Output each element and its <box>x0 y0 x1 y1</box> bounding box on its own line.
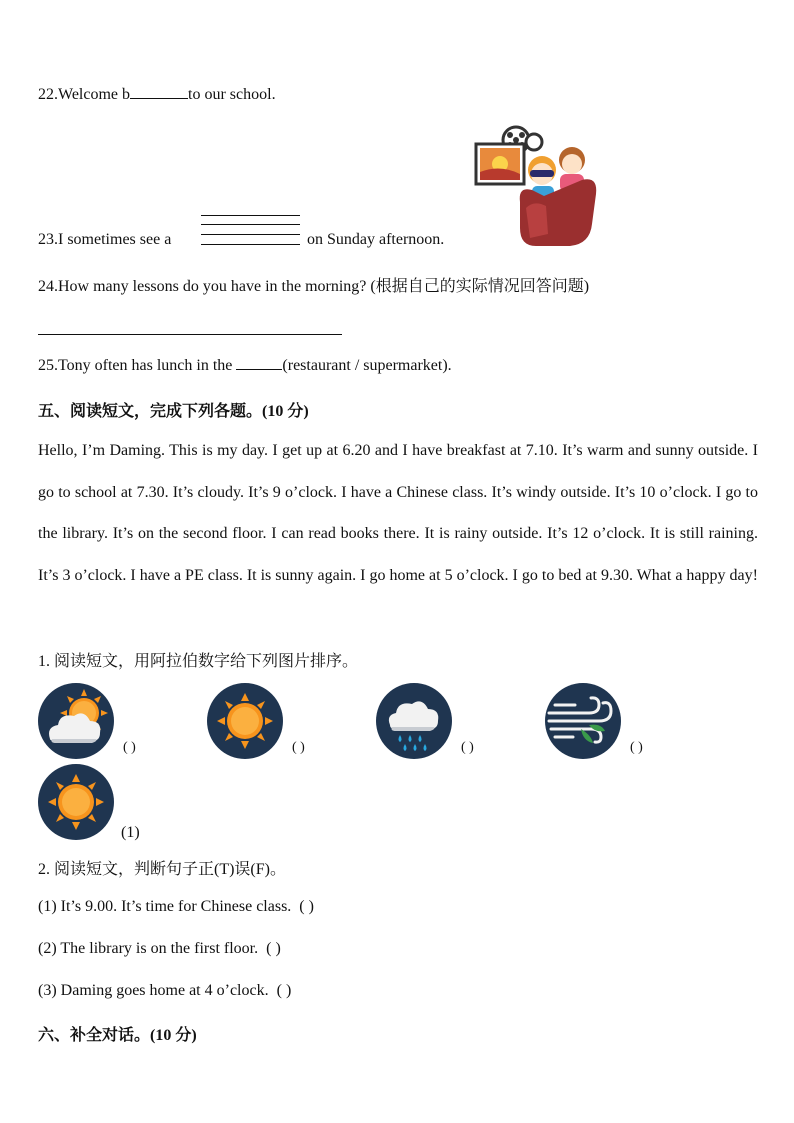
question-text: (restaurant / supermarket). <box>282 357 452 374</box>
true-false-blank[interactable]: ( ) <box>276 982 292 999</box>
statement-1 <box>38 898 314 916</box>
answer-blank[interactable] <box>236 369 282 370</box>
statement-text: (1) It’s 9.00. It’s time for Chinese class. <box>38 898 292 915</box>
question-text: How many lessons do you have in the morning? (根据自己的实际情况回答问题) <box>58 278 590 295</box>
question-24 <box>38 273 589 296</box>
rainy-icon <box>376 683 452 759</box>
task-1-instruction: 1. 阅读短文，用阿拉伯数字给下列图片排序。 <box>38 653 359 670</box>
task-2-instruction: 2. 阅读短文，判断句子正(T)误(F)。 <box>38 861 286 878</box>
order-answer-blank[interactable]: ( ) <box>292 740 305 755</box>
partly-cloudy-icon <box>38 683 114 759</box>
statement-3 <box>38 982 291 1000</box>
section-6-title: 六、补全对话。(10 分) <box>38 1027 197 1044</box>
question-number: 23. <box>38 231 58 248</box>
question-23 <box>38 231 171 249</box>
answer-blank[interactable] <box>130 98 188 99</box>
question-25 <box>38 357 452 375</box>
sunny-icon <box>207 683 283 759</box>
order-answer-blank[interactable]: ( ) <box>123 740 136 755</box>
question-number: 25. <box>38 357 58 374</box>
question-text: I sometimes see a <box>58 231 172 248</box>
movie-theater-icon <box>474 124 600 248</box>
sunny-icon <box>38 764 114 840</box>
true-false-blank[interactable]: ( ) <box>299 898 314 915</box>
question-22 <box>38 86 276 104</box>
four-line-writing-blank[interactable] <box>201 215 300 247</box>
order-answer-blank[interactable]: ( ) <box>630 740 643 755</box>
statement-text: (2) The library is on the first floor. <box>38 940 259 957</box>
answer-line[interactable] <box>38 334 342 335</box>
statement-text: (3) Daming goes home at 4 o’clock. <box>38 982 269 999</box>
example-answer: (1) <box>121 824 140 841</box>
question-text: to our school. <box>188 86 276 103</box>
question-text: on Sunday afternoon. <box>307 231 445 248</box>
order-answer-blank[interactable]: ( ) <box>461 740 474 755</box>
question-text: Tony often has lunch in the <box>58 357 233 374</box>
question-text: Welcome b <box>58 86 131 103</box>
section-5-title: 五、阅读短文，完成下列各题。(10 分) <box>38 403 309 420</box>
question-number: 22. <box>38 86 58 103</box>
reading-passage: Hello, I’m Daming. This is my day. I get up at 6.20 and I have breakfast at 7.10. It’s warm and sunny outside. I go to school at 7.30. It’s cloudy. It’s 9 o’clock. I have a Chinese class. It’s windy outside. It’s 10 o’clock. I go to the library. It’s on the second floor. I can read books there. It is rainy outside. It’s 12 o’clock. It is still raining. It’s 3 o’clock. I have a PE class. It is sunny again. I go home at 5 o’clock. I go to bed at 9.30. What a happy day! <box>38 442 758 584</box>
windy-icon <box>545 683 621 759</box>
question-number: 24. <box>38 278 58 295</box>
true-false-blank[interactable]: ( ) <box>266 940 281 957</box>
cinema-illustration <box>474 124 600 248</box>
statement-2 <box>38 940 281 958</box>
